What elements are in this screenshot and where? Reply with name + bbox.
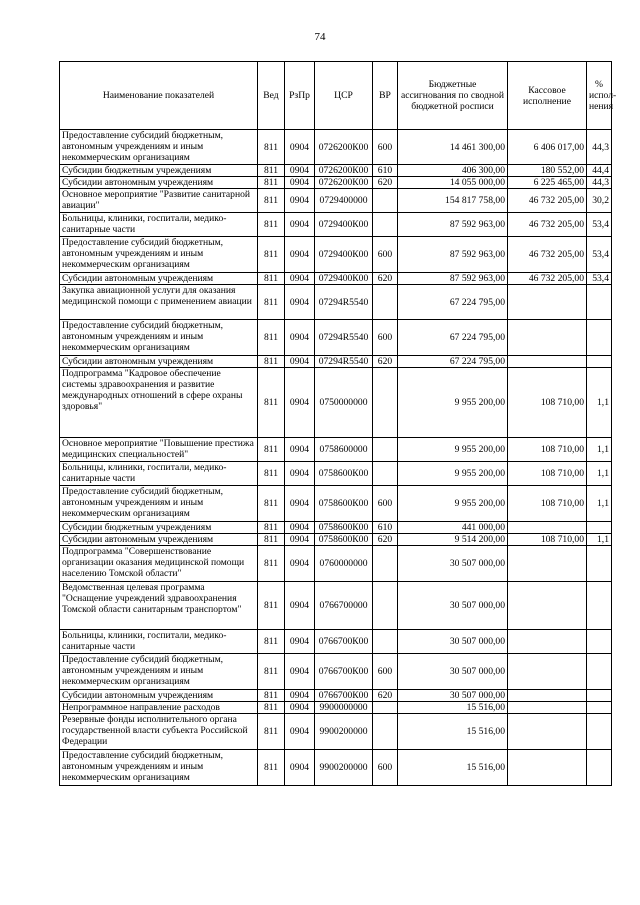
cell-ved: 811 [258, 462, 285, 486]
cell-ved: 811 [258, 177, 285, 189]
cell-rzpr: 0904 [285, 177, 315, 189]
cell-cash [508, 654, 587, 690]
cell-rzpr: 0904 [285, 462, 315, 486]
cell-name: Больницы, клиники, госпитали, медико-санитарные части [60, 213, 258, 237]
cell-assignment: 14 055 000,00 [398, 177, 508, 189]
cell-percent [587, 285, 612, 320]
cell-ved: 811 [258, 165, 285, 177]
cell-percent: 53,4 [587, 237, 612, 273]
cell-vr [373, 462, 398, 486]
cell-assignment: 30 507 000,00 [398, 654, 508, 690]
cell-percent: 44,3 [587, 130, 612, 165]
cell-percent: 1,1 [587, 534, 612, 546]
cell-csr: 07294R5540 [315, 285, 373, 320]
cell-assignment: 9 955 200,00 [398, 368, 508, 438]
header-row [60, 62, 612, 130]
table-row [60, 522, 612, 534]
cell-rzpr: 0904 [285, 320, 315, 356]
table-row [60, 546, 612, 582]
cell-vr [373, 285, 398, 320]
header-cash-execution: Кассовое исполнение [508, 62, 587, 130]
cell-vr: 620 [373, 273, 398, 285]
cell-vr: 600 [373, 654, 398, 690]
cell-cash [508, 702, 587, 714]
cell-ved: 811 [258, 582, 285, 630]
cell-vr: 620 [373, 356, 398, 368]
cell-cash: 46 732 205,00 [508, 237, 587, 273]
table-row [60, 285, 612, 320]
cell-csr: 9900200000 [315, 750, 373, 786]
cell-csr: 0766700К00 [315, 690, 373, 702]
cell-vr [373, 438, 398, 462]
cell-percent [587, 714, 612, 750]
header-assignments: Бюджетные ассигнования по сводной бюджетной росписи [398, 62, 508, 130]
cell-percent: 53,4 [587, 213, 612, 237]
cell-cash: 46 732 205,00 [508, 189, 587, 213]
cell-rzpr: 0904 [285, 368, 315, 438]
cell-rzpr: 0904 [285, 237, 315, 273]
cell-csr: 9900200000 [315, 714, 373, 750]
table-row [60, 213, 612, 237]
cell-vr: 600 [373, 486, 398, 522]
cell-cash [508, 690, 587, 702]
cell-assignment: 30 507 000,00 [398, 630, 508, 654]
cell-csr: 0758600К00 [315, 462, 373, 486]
table-row [60, 462, 612, 486]
cell-ved: 811 [258, 654, 285, 690]
cell-ved: 811 [258, 630, 285, 654]
cell-vr [373, 368, 398, 438]
cell-vr [373, 189, 398, 213]
cell-assignment: 9 955 200,00 [398, 462, 508, 486]
header-rzpr: РзПр [285, 62, 315, 130]
cell-vr [373, 702, 398, 714]
cell-name: Субсидии автономным учреждениям [60, 356, 258, 368]
table-row [60, 189, 612, 213]
cell-csr: 0766700К00 [315, 630, 373, 654]
cell-name: Предоставление субсидий бюджетным, автономным учреждениям и иным некоммерческим организациям [60, 750, 258, 786]
cell-name: Предоставление субсидий бюджетным, автономным учреждениям и иным некоммерческим организациям [60, 486, 258, 522]
cell-assignment: 15 516,00 [398, 702, 508, 714]
cell-rzpr: 0904 [285, 130, 315, 165]
cell-cash [508, 750, 587, 786]
table-row [60, 690, 612, 702]
cell-ved: 811 [258, 714, 285, 750]
table-row [60, 368, 612, 438]
cell-csr: 0758600К00 [315, 486, 373, 522]
cell-assignment: 67 224 795,00 [398, 356, 508, 368]
cell-assignment: 87 592 963,00 [398, 213, 508, 237]
cell-cash [508, 522, 587, 534]
cell-name: Непрограммное направление расходов [60, 702, 258, 714]
cell-csr: 0750000000 [315, 368, 373, 438]
cell-percent: 44,3 [587, 177, 612, 189]
cell-name: Субсидии бюджетным учреждениям [60, 165, 258, 177]
cell-percent [587, 654, 612, 690]
cell-assignment: 30 507 000,00 [398, 690, 508, 702]
header-ved: Вед [258, 62, 285, 130]
cell-percent: 44,4 [587, 165, 612, 177]
cell-ved: 811 [258, 750, 285, 786]
cell-name: Больницы, клиники, госпитали, медико-санитарные части [60, 630, 258, 654]
cell-assignment: 30 507 000,00 [398, 582, 508, 630]
table-row [60, 438, 612, 462]
cell-ved: 811 [258, 534, 285, 546]
cell-name: Субсидии автономным учреждениям [60, 534, 258, 546]
table-row [60, 237, 612, 273]
cell-assignment: 14 461 300,00 [398, 130, 508, 165]
cell-ved: 811 [258, 213, 285, 237]
cell-cash: 46 732 205,00 [508, 273, 587, 285]
cell-percent: 30,2 [587, 189, 612, 213]
cell-rzpr: 0904 [285, 273, 315, 285]
cell-csr: 0729400000 [315, 189, 373, 213]
cell-percent: 1,1 [587, 368, 612, 438]
table-row [60, 750, 612, 786]
cell-vr [373, 213, 398, 237]
cell-cash: 108 710,00 [508, 368, 587, 438]
cell-csr: 0766700000 [315, 582, 373, 630]
cell-ved: 811 [258, 702, 285, 714]
cell-rzpr: 0904 [285, 285, 315, 320]
cell-percent [587, 690, 612, 702]
cell-cash: 108 710,00 [508, 486, 587, 522]
cell-rzpr: 0904 [285, 356, 315, 368]
cell-rzpr: 0904 [285, 165, 315, 177]
cell-ved: 811 [258, 237, 285, 273]
cell-assignment: 15 516,00 [398, 714, 508, 750]
cell-vr: 600 [373, 130, 398, 165]
cell-vr: 600 [373, 320, 398, 356]
cell-cash [508, 714, 587, 750]
cell-name: Субсидии автономным учреждениям [60, 690, 258, 702]
table-row [60, 630, 612, 654]
table-row [60, 714, 612, 750]
cell-percent: 1,1 [587, 438, 612, 462]
cell-rzpr: 0904 [285, 546, 315, 582]
cell-rzpr: 0904 [285, 654, 315, 690]
cell-percent [587, 630, 612, 654]
cell-vr: 600 [373, 237, 398, 273]
cell-ved: 811 [258, 130, 285, 165]
table-row [60, 177, 612, 189]
cell-ved: 811 [258, 546, 285, 582]
cell-csr: 07294R5540 [315, 320, 373, 356]
cell-rzpr: 0904 [285, 438, 315, 462]
cell-csr: 0760000000 [315, 546, 373, 582]
cell-vr [373, 582, 398, 630]
table-row [60, 320, 612, 356]
cell-vr: 620 [373, 690, 398, 702]
cell-vr: 610 [373, 165, 398, 177]
cell-assignment: 154 817 758,00 [398, 189, 508, 213]
cell-name: Подпрограмма "Совершенствование организации оказания медицинской помощи населению Томской области" [60, 546, 258, 582]
cell-assignment: 9 955 200,00 [398, 438, 508, 462]
cell-csr: 0758600К00 [315, 534, 373, 546]
cell-name: Предоставление субсидий бюджетным, автономным учреждениям и иным некоммерческим организациям [60, 130, 258, 165]
cell-cash: 46 732 205,00 [508, 213, 587, 237]
cell-ved: 811 [258, 189, 285, 213]
cell-cash [508, 630, 587, 654]
cell-vr [373, 714, 398, 750]
cell-percent [587, 750, 612, 786]
cell-cash [508, 285, 587, 320]
cell-assignment: 15 516,00 [398, 750, 508, 786]
cell-name: Предоставление субсидий бюджетным, автономным учреждениям и иным некоммерческим организациям [60, 237, 258, 273]
cell-cash [508, 546, 587, 582]
cell-csr: 0758600К00 [315, 522, 373, 534]
cell-name: Основное мероприятие "Развитие санитарной авиации" [60, 189, 258, 213]
table-row [60, 654, 612, 690]
cell-name: Резервные фонды исполнительного органа государственной власти субъекта Российской Федерации [60, 714, 258, 750]
cell-csr: 0726200К00 [315, 165, 373, 177]
cell-percent [587, 522, 612, 534]
cell-assignment: 87 592 963,00 [398, 273, 508, 285]
cell-assignment: 406 300,00 [398, 165, 508, 177]
cell-percent [587, 546, 612, 582]
cell-assignment: 67 224 795,00 [398, 285, 508, 320]
cell-percent [587, 702, 612, 714]
table-body [60, 130, 612, 786]
cell-csr: 07294R5540 [315, 356, 373, 368]
cell-percent [587, 356, 612, 368]
cell-cash: 180 552,00 [508, 165, 587, 177]
cell-ved: 811 [258, 690, 285, 702]
cell-ved: 811 [258, 438, 285, 462]
cell-name: Субсидии бюджетным учреждениям [60, 522, 258, 534]
cell-rzpr: 0904 [285, 213, 315, 237]
cell-csr: 0726200К00 [315, 177, 373, 189]
cell-assignment: 30 507 000,00 [398, 546, 508, 582]
budget-table [59, 61, 617, 786]
table-row [60, 534, 612, 546]
cell-cash: 6 225 465,00 [508, 177, 587, 189]
cell-name: Предоставление субсидий бюджетным, автономным учреждениям и иным некоммерческим организациям [60, 320, 258, 356]
cell-vr: 620 [373, 177, 398, 189]
cell-ved: 811 [258, 320, 285, 356]
cell-rzpr: 0904 [285, 486, 315, 522]
table-row [60, 702, 612, 714]
cell-percent: 1,1 [587, 486, 612, 522]
cell-cash [508, 582, 587, 630]
cell-vr: 610 [373, 522, 398, 534]
table-row [60, 273, 612, 285]
cell-ved: 811 [258, 522, 285, 534]
cell-cash [508, 320, 587, 356]
cell-ved: 811 [258, 273, 285, 285]
cell-assignment: 441 000,00 [398, 522, 508, 534]
table-row [60, 356, 612, 368]
page-number: 74 [314, 31, 326, 43]
cell-name: Ведомственная целевая программа "Оснащение учреждений здравоохранения Томской области санитарным транспортом" [60, 582, 258, 630]
cell-cash: 6 406 017,00 [508, 130, 587, 165]
cell-name: Основное мероприятие "Повышение престижа медицинских специальностей" [60, 438, 258, 462]
cell-csr: 0726200К00 [315, 130, 373, 165]
table-row [60, 130, 612, 165]
cell-rzpr: 0904 [285, 582, 315, 630]
cell-cash: 108 710,00 [508, 534, 587, 546]
cell-csr: 0758600000 [315, 438, 373, 462]
cell-name: Подпрограмма "Кадровое обеспечение системы здравоохранения и развитие международных отношений в сфере охраны здоровья" [60, 368, 258, 438]
header-name: Наименование показателей [60, 62, 258, 130]
cell-ved: 811 [258, 368, 285, 438]
cell-ved: 811 [258, 356, 285, 368]
table-row [60, 582, 612, 630]
cell-rzpr: 0904 [285, 522, 315, 534]
cell-rzpr: 0904 [285, 534, 315, 546]
cell-rzpr: 0904 [285, 630, 315, 654]
cell-vr [373, 546, 398, 582]
cell-percent [587, 582, 612, 630]
cell-rzpr: 0904 [285, 750, 315, 786]
cell-csr: 0729400К00 [315, 237, 373, 273]
cell-vr: 620 [373, 534, 398, 546]
cell-rzpr: 0904 [285, 702, 315, 714]
cell-name: Больницы, клиники, госпитали, медико-санитарные части [60, 462, 258, 486]
cell-assignment: 9 955 200,00 [398, 486, 508, 522]
header-percent: % испол-нения [587, 62, 612, 130]
header-vr: ВР [373, 62, 398, 130]
cell-csr: 0729400К00 [315, 213, 373, 237]
table-row [60, 165, 612, 177]
cell-percent: 1,1 [587, 462, 612, 486]
cell-cash: 108 710,00 [508, 438, 587, 462]
cell-rzpr: 0904 [285, 714, 315, 750]
cell-csr: 0729400К00 [315, 273, 373, 285]
cell-name: Субсидии автономным учреждениям [60, 177, 258, 189]
cell-name: Предоставление субсидий бюджетным, автономным учреждениям и иным некоммерческим организациям [60, 654, 258, 690]
cell-rzpr: 0904 [285, 690, 315, 702]
cell-vr: 600 [373, 750, 398, 786]
cell-percent: 53,4 [587, 273, 612, 285]
cell-rzpr: 0904 [285, 189, 315, 213]
cell-assignment: 67 224 795,00 [398, 320, 508, 356]
cell-vr [373, 630, 398, 654]
cell-assignment: 87 592 963,00 [398, 237, 508, 273]
cell-ved: 811 [258, 285, 285, 320]
cell-percent [587, 320, 612, 356]
header-csr: ЦСР [315, 62, 373, 130]
cell-name: Субсидии автономным учреждениям [60, 273, 258, 285]
cell-cash: 108 710,00 [508, 462, 587, 486]
cell-name: Закупка авиационной услуги для оказания медицинской помощи с применением авиации [60, 285, 258, 320]
cell-cash [508, 356, 587, 368]
table-row [60, 486, 612, 522]
cell-assignment: 9 514 200,00 [398, 534, 508, 546]
cell-ved: 811 [258, 486, 285, 522]
cell-csr: 0766700К00 [315, 654, 373, 690]
cell-csr: 9900000000 [315, 702, 373, 714]
